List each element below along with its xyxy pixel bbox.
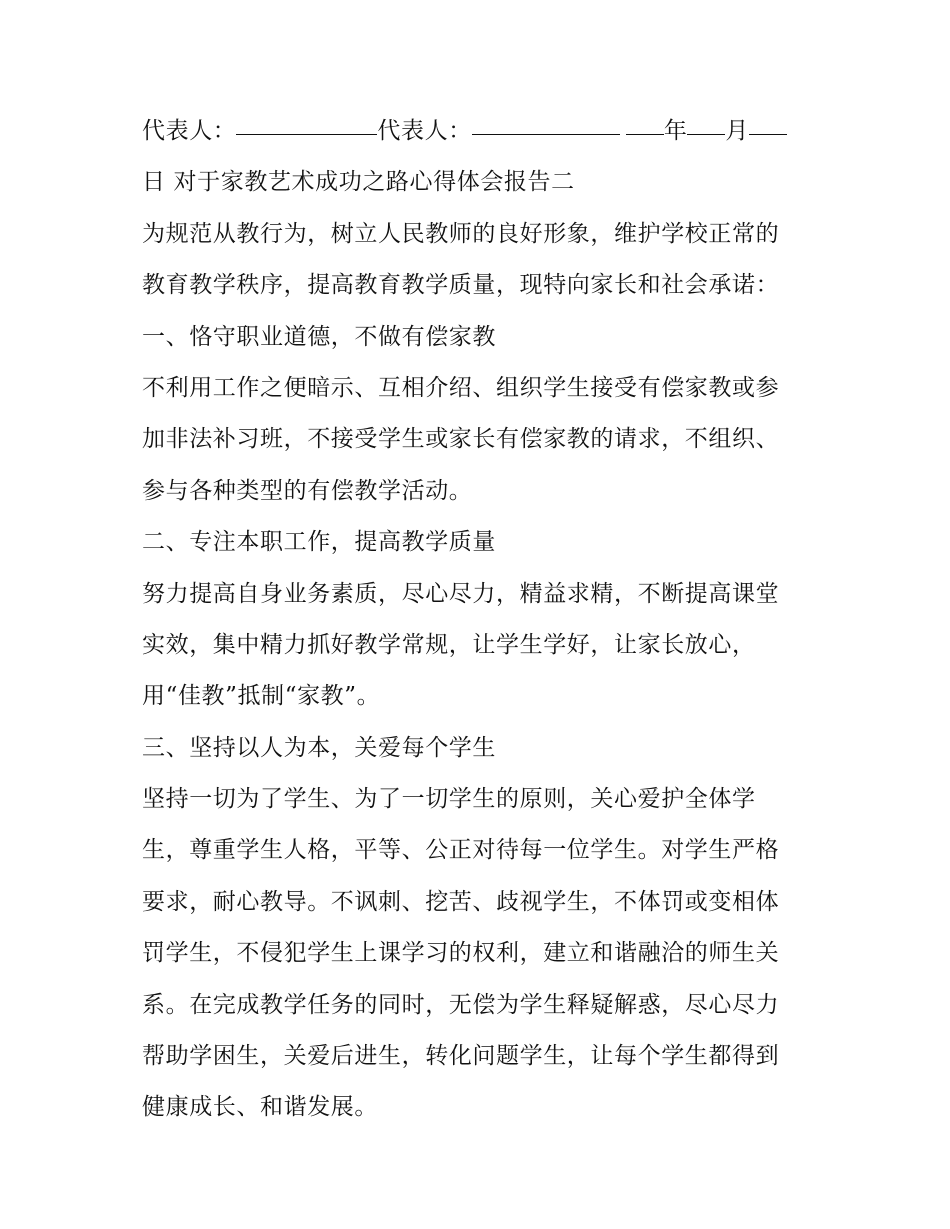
month-label: 月 <box>725 118 750 144</box>
text-line: 实效，集中精力抓好教学常规，让学生学好，让家长放心， <box>142 631 756 658</box>
text-line: 帮助学困生，关爱后进生，转化问题学生，让每个学生都得到 <box>142 1043 780 1070</box>
text-line: 生，尊重学生人格，平等、公正对待每一位学生。对学生严格 <box>142 837 780 864</box>
document-page <box>142 106 822 1134</box>
section-heading-3: 三、坚持以人为本，关爱每个学生 <box>142 734 496 761</box>
text-line: 罚学生，不侵犯学生上课学习的权利，建立和谐融洽的师生关 <box>142 940 780 967</box>
month-blank <box>687 134 725 135</box>
text-line: 要求，耐心教导。不讽刺、挖苦、歧视学生，不体罚或变相体 <box>142 888 780 915</box>
text-line: 教育教学秩序，提高教育教学质量，现特向家长和社会承诺： <box>142 272 780 299</box>
day-label: 日 <box>142 169 166 196</box>
day-blank <box>749 134 787 135</box>
text-line: 加非法补习班，不接受学生或家长有偿家教的请求，不组织、 <box>142 426 780 453</box>
section-heading-1: 一、恪守职业道德，不做有偿家教 <box>142 323 496 350</box>
text-line: 参与各种类型的有偿教学活动。 <box>142 477 473 504</box>
representative-blank-2 <box>472 134 620 135</box>
signature-line <box>142 106 822 157</box>
year-blank <box>626 134 664 135</box>
text-line: 为规范从教行为，树立人民教师的良好形象，维护学校正常的 <box>142 220 780 247</box>
text-line: 系。在完成教学任务的同时，无偿为学生释疑解惑，尽心尽力 <box>142 991 780 1018</box>
text-line: 健康成长、和谐发展。 <box>142 1094 378 1121</box>
text-line: 坚持一切为了学生、为了一切学生的原则，关心爱护全体学 <box>142 786 756 813</box>
representative-blank-1 <box>236 134 377 135</box>
year-label: 年 <box>663 118 688 144</box>
text-line: 不利用工作之便暗示、互相介绍、组织学生接受有偿家教或参 <box>142 374 780 401</box>
document-title: 对于家教艺术成功之路心得体会报告二 <box>173 169 575 196</box>
text-line: 努力提高自身业务素质，尽心尽力，精益求精，不断提高课堂 <box>142 580 780 607</box>
representative-label-2: 代表人： <box>377 118 472 144</box>
title-line <box>142 157 822 208</box>
section-heading-2: 二、专注本职工作，提高教学质量 <box>142 529 496 556</box>
representative-label-1: 代表人： <box>142 118 237 144</box>
text-line: 用“佳教”抵制“家教”。 <box>142 683 381 710</box>
